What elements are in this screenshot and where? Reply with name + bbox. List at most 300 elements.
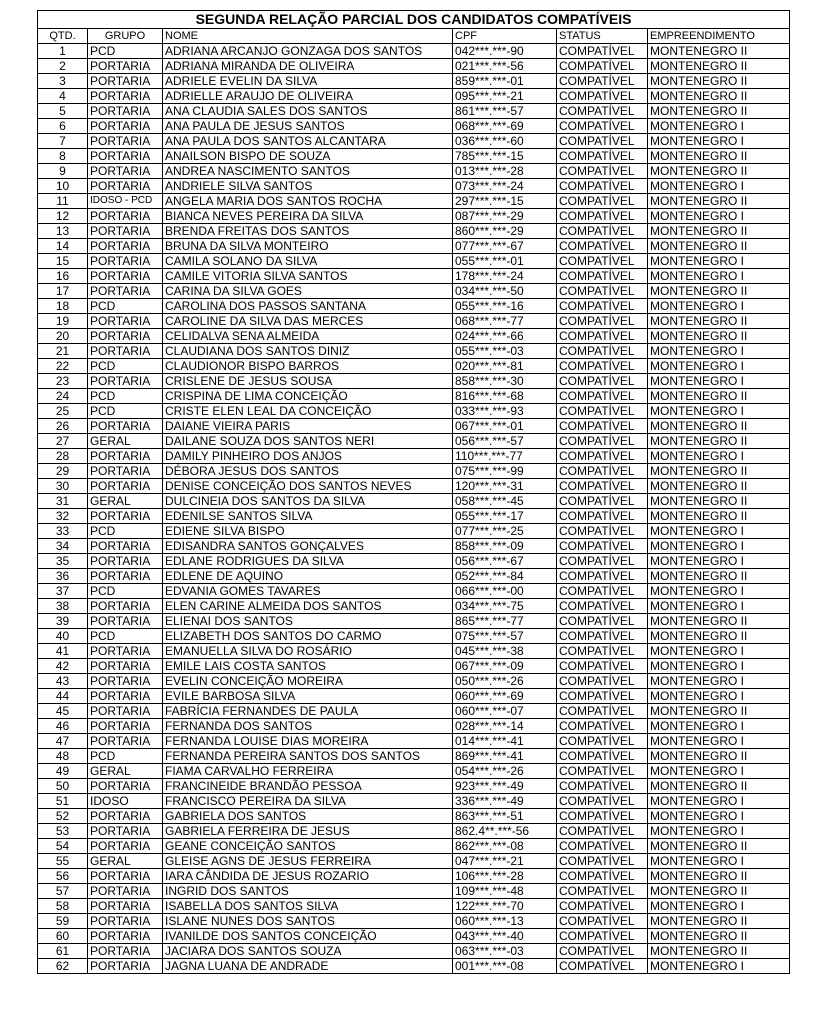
cell-empreendimento: MONTENEGRO I	[648, 719, 790, 734]
cell-qtd: 25	[38, 404, 88, 419]
cell-cpf: 297***.***-15	[453, 194, 557, 209]
cell-empreendimento: MONTENEGRO I	[648, 764, 790, 779]
cell-cpf: 047***.***-21	[453, 854, 557, 869]
cell-empreendimento: MONTENEGRO II	[648, 44, 790, 59]
cell-qtd: 26	[38, 419, 88, 434]
cell-status: COMPATÍVEL	[557, 134, 648, 149]
cell-qtd: 55	[38, 854, 88, 869]
cell-nome: ADRIELLE ARAUJO DE OLIVEIRA	[163, 89, 453, 104]
table-row	[38, 134, 790, 149]
cell-cpf: 055***.***-03	[453, 344, 557, 359]
cell-cpf: 055***.***-16	[453, 299, 557, 314]
cell-nome: ADRIANA MIRANDA DE OLIVEIRA	[163, 59, 453, 74]
cell-qtd: 14	[38, 239, 88, 254]
header-empreendimento: EMPREENDIMENTO	[648, 29, 790, 44]
cell-cpf: 095***.***-21	[453, 89, 557, 104]
cell-qtd: 13	[38, 224, 88, 239]
cell-nome: ELIENAI DOS SANTOS	[163, 614, 453, 629]
cell-cpf: 024***.***-66	[453, 329, 557, 344]
cell-grupo: PCD	[88, 44, 163, 59]
cell-cpf: 034***.***-50	[453, 284, 557, 299]
cell-cpf: 178***.***-24	[453, 269, 557, 284]
cell-cpf: 869***.***-41	[453, 749, 557, 764]
cell-status: COMPATÍVEL	[557, 104, 648, 119]
cell-status: COMPATÍVEL	[557, 599, 648, 614]
cell-grupo: GERAL	[88, 494, 163, 509]
cell-cpf: 073***.***-24	[453, 179, 557, 194]
cell-nome: EMANUELLA SILVA DO ROSÁRIO	[163, 644, 453, 659]
cell-qtd: 44	[38, 689, 88, 704]
cell-grupo: PORTARIA	[88, 269, 163, 284]
cell-qtd: 21	[38, 344, 88, 359]
cell-empreendimento: MONTENEGRO I	[648, 809, 790, 824]
cell-status: COMPATÍVEL	[557, 794, 648, 809]
cell-cpf: 336***.***-49	[453, 794, 557, 809]
cell-status: COMPATÍVEL	[557, 44, 648, 59]
cell-nome: CRISPINA DE LIMA CONCEIÇÃO	[163, 389, 453, 404]
cell-cpf: 056***.***-57	[453, 434, 557, 449]
cell-qtd: 9	[38, 164, 88, 179]
cell-grupo: PORTARIA	[88, 149, 163, 164]
cell-empreendimento: MONTENEGRO I	[648, 119, 790, 134]
cell-qtd: 35	[38, 554, 88, 569]
cell-status: COMPATÍVEL	[557, 704, 648, 719]
cell-qtd: 16	[38, 269, 88, 284]
cell-status: COMPATÍVEL	[557, 389, 648, 404]
cell-cpf: 050***.***-26	[453, 674, 557, 689]
cell-nome: ADRIANA ARCANJO GONZAGA DOS SANTOS	[163, 44, 453, 59]
cell-cpf: 067***.***-09	[453, 659, 557, 674]
cell-grupo: PORTARIA	[88, 539, 163, 554]
cell-nome: ANA PAULA DE JESUS SANTOS	[163, 119, 453, 134]
cell-empreendimento: MONTENEGRO II	[648, 944, 790, 959]
cell-qtd: 10	[38, 179, 88, 194]
table-row	[38, 704, 790, 719]
cell-grupo: PCD	[88, 299, 163, 314]
cell-empreendimento: MONTENEGRO I	[648, 269, 790, 284]
cell-grupo: PCD	[88, 389, 163, 404]
cell-cpf: 042***.***-90	[453, 44, 557, 59]
table-row	[38, 659, 790, 674]
cell-status: COMPATÍVEL	[557, 89, 648, 104]
cell-empreendimento: MONTENEGRO I	[648, 854, 790, 869]
cell-nome: INGRID DOS SANTOS	[163, 884, 453, 899]
cell-empreendimento: MONTENEGRO I	[648, 659, 790, 674]
cell-status: COMPATÍVEL	[557, 749, 648, 764]
cell-status: COMPATÍVEL	[557, 569, 648, 584]
cell-qtd: 53	[38, 824, 88, 839]
cell-cpf: 862***.***-08	[453, 839, 557, 854]
cell-cpf: 028***.***-14	[453, 719, 557, 734]
cell-empreendimento: MONTENEGRO II	[648, 284, 790, 299]
cell-grupo: PORTARIA	[88, 824, 163, 839]
cell-cpf: 020***.***-81	[453, 359, 557, 374]
cell-nome: EDLANE RODRIGUES DA SILVA	[163, 554, 453, 569]
cell-grupo: PORTARIA	[88, 779, 163, 794]
cell-grupo: PORTARIA	[88, 734, 163, 749]
cell-grupo: PORTARIA	[88, 899, 163, 914]
document-sheet	[37, 10, 789, 974]
cell-empreendimento: MONTENEGRO II	[648, 749, 790, 764]
cell-qtd: 34	[38, 539, 88, 554]
table-row	[38, 194, 790, 209]
table-row	[38, 809, 790, 824]
cell-status: COMPATÍVEL	[557, 644, 648, 659]
cell-status: COMPATÍVEL	[557, 584, 648, 599]
cell-status: COMPATÍVEL	[557, 299, 648, 314]
cell-grupo: PORTARIA	[88, 104, 163, 119]
cell-cpf: 785***.***-15	[453, 149, 557, 164]
cell-status: COMPATÍVEL	[557, 524, 648, 539]
table-row	[38, 404, 790, 419]
cell-empreendimento: MONTENEGRO I	[648, 344, 790, 359]
cell-nome: GEANE CONCEIÇÃO SANTOS	[163, 839, 453, 854]
cell-grupo: PCD	[88, 404, 163, 419]
table-row	[38, 284, 790, 299]
cell-qtd: 60	[38, 929, 88, 944]
cell-grupo: PORTARIA	[88, 134, 163, 149]
cell-qtd: 18	[38, 299, 88, 314]
cell-qtd: 12	[38, 209, 88, 224]
cell-grupo: PORTARIA	[88, 959, 163, 974]
cell-empreendimento: MONTENEGRO I	[648, 209, 790, 224]
cell-nome: ADRIELE EVELIN DA SILVA	[163, 74, 453, 89]
cell-empreendimento: MONTENEGRO II	[648, 194, 790, 209]
cell-cpf: 058***.***-45	[453, 494, 557, 509]
cell-qtd: 5	[38, 104, 88, 119]
cell-qtd: 29	[38, 464, 88, 479]
cell-grupo: PCD	[88, 584, 163, 599]
cell-nome: CRISTE ELEN LEAL DA CONCEIÇÃO	[163, 404, 453, 419]
table-row	[38, 344, 790, 359]
cell-status: COMPATÍVEL	[557, 179, 648, 194]
cell-grupo: PORTARIA	[88, 869, 163, 884]
cell-nome: EDENILSE SANTOS SILVA	[163, 509, 453, 524]
cell-status: COMPATÍVEL	[557, 944, 648, 959]
cell-status: COMPATÍVEL	[557, 509, 648, 524]
cell-cpf: 054***.***-26	[453, 764, 557, 779]
cell-empreendimento: MONTENEGRO II	[648, 779, 790, 794]
cell-qtd: 61	[38, 944, 88, 959]
cell-nome: IARA CÂNDIDA DE JESUS ROZARIO	[163, 869, 453, 884]
cell-nome: FERNANDA DOS SANTOS	[163, 719, 453, 734]
cell-grupo: IDOSO	[88, 794, 163, 809]
cell-grupo: PORTARIA	[88, 224, 163, 239]
cell-cpf: 034***.***-75	[453, 599, 557, 614]
table-row	[38, 839, 790, 854]
cell-nome: FRANCINEIDE BRANDÃO PESSOA	[163, 779, 453, 794]
table-row	[38, 299, 790, 314]
cell-status: COMPATÍVEL	[557, 494, 648, 509]
cell-empreendimento: MONTENEGRO II	[648, 314, 790, 329]
cell-nome: DENISE CONCEIÇÃO DOS SANTOS NEVES	[163, 479, 453, 494]
cell-qtd: 3	[38, 74, 88, 89]
cell-grupo: PORTARIA	[88, 839, 163, 854]
cell-status: COMPATÍVEL	[557, 329, 648, 344]
cell-qtd: 7	[38, 134, 88, 149]
cell-status: COMPATÍVEL	[557, 899, 648, 914]
cell-nome: EVILE BARBOSA SILVA	[163, 689, 453, 704]
cell-grupo: PORTARIA	[88, 419, 163, 434]
cell-status: COMPATÍVEL	[557, 284, 648, 299]
cell-grupo: PORTARIA	[88, 944, 163, 959]
cell-cpf: 014***.***-41	[453, 734, 557, 749]
cell-status: COMPATÍVEL	[557, 194, 648, 209]
table-row	[38, 89, 790, 104]
table-row	[38, 179, 790, 194]
table-row	[38, 479, 790, 494]
cell-status: COMPATÍVEL	[557, 149, 648, 164]
cell-nome: EMILE LAIS COSTA SANTOS	[163, 659, 453, 674]
cell-empreendimento: MONTENEGRO I	[648, 374, 790, 389]
cell-grupo: PORTARIA	[88, 254, 163, 269]
cell-status: COMPATÍVEL	[557, 344, 648, 359]
cell-empreendimento: MONTENEGRO II	[648, 329, 790, 344]
table-row	[38, 419, 790, 434]
cell-cpf: 859***.***-01	[453, 74, 557, 89]
cell-nome: EDISANDRA SANTOS GONÇALVES	[163, 539, 453, 554]
cell-status: COMPATÍVEL	[557, 464, 648, 479]
cell-empreendimento: MONTENEGRO II	[648, 839, 790, 854]
table-header-row	[38, 29, 790, 44]
cell-qtd: 48	[38, 749, 88, 764]
cell-empreendimento: MONTENEGRO II	[648, 149, 790, 164]
table-row	[38, 44, 790, 59]
cell-empreendimento: MONTENEGRO I	[648, 179, 790, 194]
cell-empreendimento: MONTENEGRO I	[648, 824, 790, 839]
table-row	[38, 119, 790, 134]
cell-nome: ELIZABETH DOS SANTOS DO CARMO	[163, 629, 453, 644]
cell-cpf: 077***.***-25	[453, 524, 557, 539]
table-row	[38, 644, 790, 659]
cell-cpf: 060***.***-13	[453, 914, 557, 929]
cell-cpf: 865***.***-77	[453, 614, 557, 629]
cell-nome: EDLENE DE AQUINO	[163, 569, 453, 584]
cell-qtd: 54	[38, 839, 88, 854]
cell-nome: FERNANDA PEREIRA SANTOS DOS SANTOS	[163, 749, 453, 764]
cell-qtd: 23	[38, 374, 88, 389]
cell-status: COMPATÍVEL	[557, 629, 648, 644]
cell-empreendimento: MONTENEGRO II	[648, 914, 790, 929]
cell-cpf: 068***.***-69	[453, 119, 557, 134]
cell-cpf: 077***.***-67	[453, 239, 557, 254]
cell-empreendimento: MONTENEGRO I	[648, 254, 790, 269]
cell-cpf: 045***.***-38	[453, 644, 557, 659]
cell-empreendimento: MONTENEGRO I	[648, 674, 790, 689]
cell-grupo: PORTARIA	[88, 74, 163, 89]
header-status: STATUS	[557, 29, 648, 44]
cell-qtd: 50	[38, 779, 88, 794]
cell-qtd: 43	[38, 674, 88, 689]
cell-cpf: 036***.***-60	[453, 134, 557, 149]
table-row	[38, 884, 790, 899]
cell-grupo: PORTARIA	[88, 209, 163, 224]
cell-empreendimento: MONTENEGRO II	[648, 869, 790, 884]
cell-grupo: GERAL	[88, 434, 163, 449]
table-row	[38, 374, 790, 389]
cell-cpf: 858***.***-09	[453, 539, 557, 554]
cell-grupo: PORTARIA	[88, 314, 163, 329]
table-row	[38, 614, 790, 629]
table-row	[38, 584, 790, 599]
cell-qtd: 51	[38, 794, 88, 809]
table-row	[38, 629, 790, 644]
cell-grupo: GERAL	[88, 854, 163, 869]
cell-status: COMPATÍVEL	[557, 839, 648, 854]
cell-cpf: 861***.***-57	[453, 104, 557, 119]
cell-cpf: 060***.***-69	[453, 689, 557, 704]
cell-grupo: PORTARIA	[88, 509, 163, 524]
cell-empreendimento: MONTENEGRO II	[648, 929, 790, 944]
cell-cpf: 001***.***-08	[453, 959, 557, 974]
cell-nome: JAGNA LUANA DE ANDRADE	[163, 959, 453, 974]
cell-empreendimento: MONTENEGRO II	[648, 434, 790, 449]
cell-nome: IVANILDE DOS SANTOS CONCEIÇÃO	[163, 929, 453, 944]
cell-empreendimento: MONTENEGRO II	[648, 239, 790, 254]
cell-nome: CLAUDIANA DOS SANTOS DINIZ	[163, 344, 453, 359]
cell-nome: DAILANE SOUZA DOS SANTOS NERI	[163, 434, 453, 449]
cell-cpf: 066***.***-00	[453, 584, 557, 599]
cell-nome: ELEN CARINE ALMEIDA DOS SANTOS	[163, 599, 453, 614]
cell-status: COMPATÍVEL	[557, 554, 648, 569]
cell-qtd: 6	[38, 119, 88, 134]
cell-empreendimento: MONTENEGRO II	[648, 419, 790, 434]
cell-nome: DULCINEIA DOS SANTOS DA SILVA	[163, 494, 453, 509]
cell-empreendimento: MONTENEGRO I	[648, 404, 790, 419]
cell-qtd: 19	[38, 314, 88, 329]
cell-qtd: 47	[38, 734, 88, 749]
cell-status: COMPATÍVEL	[557, 404, 648, 419]
cell-cpf: 110***.***-77	[453, 449, 557, 464]
cell-qtd: 39	[38, 614, 88, 629]
cell-grupo: PORTARIA	[88, 479, 163, 494]
cell-nome: ANDREA NASCIMENTO SANTOS	[163, 164, 453, 179]
cell-empreendimento: MONTENEGRO I	[648, 959, 790, 974]
cell-nome: FRANCISCO PEREIRA DA SILVA	[163, 794, 453, 809]
cell-qtd: 59	[38, 914, 88, 929]
cell-grupo: PORTARIA	[88, 554, 163, 569]
cell-qtd: 58	[38, 899, 88, 914]
cell-empreendimento: MONTENEGRO I	[648, 794, 790, 809]
cell-grupo: PORTARIA	[88, 284, 163, 299]
cell-qtd: 8	[38, 149, 88, 164]
cell-empreendimento: MONTENEGRO I	[648, 899, 790, 914]
cell-empreendimento: MONTENEGRO II	[648, 629, 790, 644]
table-row	[38, 914, 790, 929]
cell-grupo: PORTARIA	[88, 239, 163, 254]
cell-qtd: 36	[38, 569, 88, 584]
cell-grupo: PCD	[88, 749, 163, 764]
cell-empreendimento: MONTENEGRO II	[648, 464, 790, 479]
cell-qtd: 28	[38, 449, 88, 464]
table-row	[38, 719, 790, 734]
cell-qtd: 15	[38, 254, 88, 269]
header-cpf: CPF	[453, 29, 557, 44]
cell-empreendimento: MONTENEGRO I	[648, 299, 790, 314]
table-body	[38, 44, 790, 974]
cell-qtd: 24	[38, 389, 88, 404]
cell-status: COMPATÍVEL	[557, 209, 648, 224]
cell-grupo: PCD	[88, 524, 163, 539]
cell-empreendimento: MONTENEGRO I	[648, 539, 790, 554]
cell-nome: BRENDA FREITAS DOS SANTOS	[163, 224, 453, 239]
cell-cpf: 120***.***-31	[453, 479, 557, 494]
cell-status: COMPATÍVEL	[557, 119, 648, 134]
table-row	[38, 899, 790, 914]
cell-empreendimento: MONTENEGRO II	[648, 89, 790, 104]
cell-empreendimento: MONTENEGRO II	[648, 59, 790, 74]
cell-empreendimento: MONTENEGRO I	[648, 584, 790, 599]
cell-grupo: IDOSO - PCD	[88, 194, 163, 209]
cell-nome: FABRÍCIA FERNANDES DE PAULA	[163, 704, 453, 719]
cell-nome: ANA PAULA DOS SANTOS ALCANTARA	[163, 134, 453, 149]
cell-status: COMPATÍVEL	[557, 869, 648, 884]
cell-nome: CARINA DA SILVA GOES	[163, 284, 453, 299]
cell-qtd: 30	[38, 479, 88, 494]
cell-qtd: 37	[38, 584, 88, 599]
cell-empreendimento: MONTENEGRO II	[648, 614, 790, 629]
table-row	[38, 239, 790, 254]
cell-empreendimento: MONTENEGRO II	[648, 884, 790, 899]
cell-qtd: 52	[38, 809, 88, 824]
cell-nome: DAMILY PINHEIRO DOS ANJOS	[163, 449, 453, 464]
cell-cpf: 063***.***-03	[453, 944, 557, 959]
cell-nome: CAROLINA DOS PASSOS SANTANA	[163, 299, 453, 314]
cell-status: COMPATÍVEL	[557, 779, 648, 794]
cell-nome: GABRIELA FERREIRA DE JESUS	[163, 824, 453, 839]
cell-grupo: PORTARIA	[88, 344, 163, 359]
header-qtd: QTD.	[38, 29, 88, 44]
cell-grupo: PORTARIA	[88, 704, 163, 719]
cell-cpf: 858***.***-30	[453, 374, 557, 389]
cell-cpf: 106***.***-28	[453, 869, 557, 884]
table-row	[38, 959, 790, 974]
cell-status: COMPATÍVEL	[557, 479, 648, 494]
cell-qtd: 45	[38, 704, 88, 719]
cell-nome: ANDRIELE SILVA SANTOS	[163, 179, 453, 194]
cell-status: COMPATÍVEL	[557, 734, 648, 749]
table-row	[38, 599, 790, 614]
cell-status: COMPATÍVEL	[557, 374, 648, 389]
cell-grupo: PORTARIA	[88, 674, 163, 689]
cell-nome: CAMILE VITORIA SILVA SANTOS	[163, 269, 453, 284]
cell-empreendimento: MONTENEGRO II	[648, 104, 790, 119]
cell-status: COMPATÍVEL	[557, 659, 648, 674]
cell-cpf: 013***.***-28	[453, 164, 557, 179]
cell-nome: EDVANIA GOMES TAVARES	[163, 584, 453, 599]
table-row	[38, 554, 790, 569]
candidates-table	[37, 10, 790, 974]
cell-qtd: 62	[38, 959, 88, 974]
cell-empreendimento: MONTENEGRO II	[648, 569, 790, 584]
cell-qtd: 4	[38, 89, 88, 104]
table-row	[38, 464, 790, 479]
cell-grupo: PORTARIA	[88, 464, 163, 479]
cell-cpf: 052***.***-84	[453, 569, 557, 584]
table-row	[38, 824, 790, 839]
cell-status: COMPATÍVEL	[557, 539, 648, 554]
cell-qtd: 11	[38, 194, 88, 209]
cell-status: COMPATÍVEL	[557, 884, 648, 899]
cell-qtd: 38	[38, 599, 88, 614]
table-row	[38, 509, 790, 524]
cell-status: COMPATÍVEL	[557, 269, 648, 284]
cell-cpf: 087***.***-29	[453, 209, 557, 224]
cell-nome: BIANCA NEVES PEREIRA DA SILVA	[163, 209, 453, 224]
cell-qtd: 56	[38, 869, 88, 884]
cell-grupo: PORTARIA	[88, 599, 163, 614]
cell-empreendimento: MONTENEGRO I	[648, 524, 790, 539]
